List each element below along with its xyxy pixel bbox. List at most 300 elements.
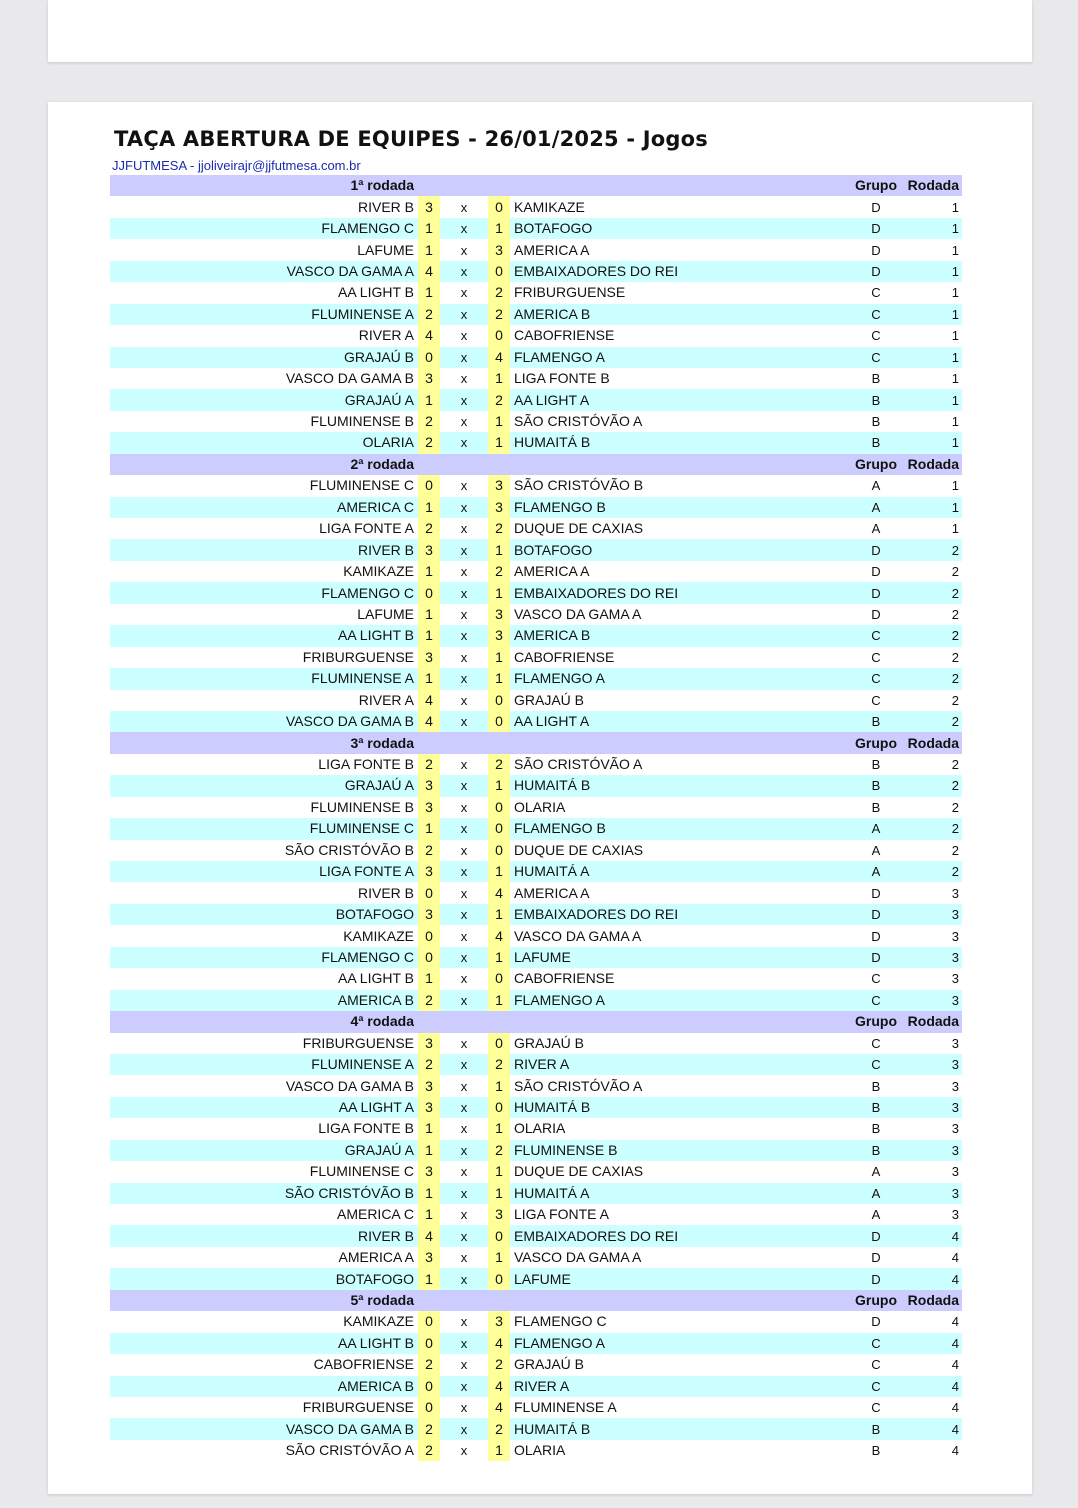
round-value: 1 [902,432,962,453]
round-value: 3 [902,990,962,1011]
away-score: 1 [488,668,510,689]
away-team: RIVER A [510,1376,850,1397]
versus-symbol: x [440,1054,488,1075]
home-score: 3 [418,368,440,389]
round-value: 1 [902,196,962,217]
away-team: DUQUE DE CAXIAS [510,840,850,861]
home-team: FRIBURGUENSE [110,647,418,668]
away-score: 3 [488,239,510,260]
table-row [110,239,962,260]
table-row [110,368,962,389]
round-value: 1 [902,282,962,303]
home-team: LAFUME [110,239,418,260]
home-score: 3 [418,647,440,668]
round-value: 3 [902,1075,962,1096]
round-value: 1 [902,347,962,368]
group-value: B [850,1097,902,1118]
table-row [110,325,962,346]
versus-symbol: x [440,1204,488,1225]
home-score: 3 [418,196,440,217]
versus-symbol: x [440,775,488,796]
away-team: DUQUE DE CAXIAS [510,1161,850,1182]
away-team: CABOFRIENSE [510,647,850,668]
away-score: 1 [488,432,510,453]
away-score: 1 [488,775,510,796]
away-score: 3 [488,475,510,496]
table-row [110,754,962,775]
home-score: 3 [418,797,440,818]
away-team: AMERICA A [510,882,850,903]
away-score: 3 [488,497,510,518]
header-blank [440,175,488,196]
away-team: SÃO CRISTÓVÃO A [510,754,850,775]
home-team: CABOFRIENSE [110,1354,418,1375]
home-team: AMERICA B [110,990,418,1011]
group-value: A [850,818,902,839]
round-value: 2 [902,561,962,582]
round-value: 4 [902,1333,962,1354]
away-team: AA LIGHT A [510,711,850,732]
home-score: 2 [418,304,440,325]
away-team: VASCO DA GAMA A [510,925,850,946]
versus-symbol: x [440,925,488,946]
group-value: B [850,1418,902,1439]
away-team: FLAMENGO C [510,1311,850,1332]
versus-symbol: x [440,411,488,432]
home-score: 2 [418,840,440,861]
away-team: AMERICA A [510,239,850,260]
away-score: 2 [488,1418,510,1439]
home-score: 0 [418,475,440,496]
home-score: 3 [418,1097,440,1118]
group-value: C [850,1354,902,1375]
away-team: FRIBURGUENSE [510,282,850,303]
home-team: AA LIGHT A [110,1097,418,1118]
home-score: 0 [418,925,440,946]
home-team: FLUMINENSE C [110,818,418,839]
group-value: A [850,1204,902,1225]
away-score: 0 [488,261,510,282]
header-blank [418,175,440,196]
away-team: EMBAIXADORES DO REI [510,904,850,925]
group-value: B [850,432,902,453]
away-score: 0 [488,711,510,732]
away-score: 1 [488,990,510,1011]
round-label: 1ª rodada [110,175,418,196]
group-column-header: Grupo [850,732,902,753]
away-score: 2 [488,1054,510,1075]
away-team: GRAJAÚ B [510,1033,850,1054]
group-value: D [850,218,902,239]
previous-page-card [48,0,1032,62]
away-score: 4 [488,925,510,946]
round-column-header: Rodada [902,732,962,753]
versus-symbol: x [440,1118,488,1139]
group-value: A [850,1183,902,1204]
home-score: 2 [418,1354,440,1375]
group-value: D [850,1311,902,1332]
table-row [110,797,962,818]
home-score: 3 [418,904,440,925]
group-value: A [850,475,902,496]
group-value: C [850,1376,902,1397]
round-column-header: Rodada [902,1011,962,1032]
versus-symbol: x [440,690,488,711]
away-score: 4 [488,1376,510,1397]
group-value: C [850,304,902,325]
table-row [110,1440,962,1461]
header-blank [440,1290,488,1311]
away-team: AMERICA B [510,304,850,325]
group-value: C [850,690,902,711]
home-team: AMERICA B [110,1376,418,1397]
table-row [110,1075,962,1096]
home-team: FLAMENGO C [110,947,418,968]
home-team: VASCO DA GAMA B [110,711,418,732]
away-score: 0 [488,840,510,861]
away-team: GRAJAÚ B [510,690,850,711]
home-team: SÃO CRISTÓVÃO B [110,1183,418,1204]
versus-symbol: x [440,1418,488,1439]
away-score: 3 [488,1204,510,1225]
table-row [110,389,962,410]
group-value: B [850,775,902,796]
home-score: 2 [418,990,440,1011]
round-value: 4 [902,1418,962,1439]
header-blank [418,1011,440,1032]
away-team: LIGA FONTE B [510,368,850,389]
round-value: 3 [902,1183,962,1204]
home-team: AA LIGHT B [110,1333,418,1354]
table-row [110,861,962,882]
round-header-row [110,1290,962,1311]
versus-symbol: x [440,840,488,861]
round-value: 3 [902,968,962,989]
away-score: 0 [488,1268,510,1289]
table-row [110,1118,962,1139]
group-value: A [850,497,902,518]
away-team: OLARIA [510,1440,850,1461]
round-value: 3 [902,1033,962,1054]
home-score: 1 [418,625,440,646]
home-score: 0 [418,882,440,903]
table-row [110,1161,962,1182]
home-team: RIVER A [110,690,418,711]
table-row [110,1333,962,1354]
home-team: FLAMENGO C [110,218,418,239]
away-score: 2 [488,282,510,303]
versus-symbol: x [440,647,488,668]
home-team: FLUMINENSE C [110,475,418,496]
home-team: RIVER B [110,539,418,560]
table-row [110,261,962,282]
round-value: 4 [902,1225,962,1246]
header-blank [418,732,440,753]
home-team: AMERICA A [110,1247,418,1268]
away-score: 2 [488,518,510,539]
group-value: C [850,1054,902,1075]
away-team: EMBAIXADORES DO REI [510,1225,850,1246]
home-team: KAMIKAZE [110,561,418,582]
group-value: D [850,1268,902,1289]
versus-symbol: x [440,882,488,903]
group-value: D [850,925,902,946]
round-value: 3 [902,1204,962,1225]
versus-symbol: x [440,818,488,839]
away-score: 1 [488,947,510,968]
home-team: LIGA FONTE B [110,1118,418,1139]
table-row [110,282,962,303]
away-team: LAFUME [510,1268,850,1289]
away-score: 1 [488,1161,510,1182]
away-score: 0 [488,325,510,346]
round-label: 3ª rodada [110,732,418,753]
group-value: B [850,389,902,410]
away-score: 2 [488,1354,510,1375]
home-team: VASCO DA GAMA B [110,1418,418,1439]
home-team: AMERICA C [110,497,418,518]
table-row [110,1204,962,1225]
versus-symbol: x [440,518,488,539]
away-team: FLAMENGO B [510,497,850,518]
group-value: D [850,539,902,560]
away-score: 0 [488,1033,510,1054]
header-blank [488,1011,510,1032]
home-team: RIVER A [110,325,418,346]
away-team: VASCO DA GAMA A [510,1247,850,1268]
away-score: 0 [488,196,510,217]
home-team: KAMIKAZE [110,925,418,946]
home-score: 0 [418,1397,440,1418]
group-value: C [850,347,902,368]
table-row [110,904,962,925]
table-row [110,668,962,689]
table-row [110,1183,962,1204]
away-team: EMBAIXADORES DO REI [510,582,850,603]
home-team: VASCO DA GAMA B [110,368,418,389]
home-team: SÃO CRISTÓVÃO B [110,840,418,861]
round-header-row [110,175,962,196]
away-team: HUMAITÁ B [510,1418,850,1439]
away-score: 1 [488,904,510,925]
away-team: DUQUE DE CAXIAS [510,518,850,539]
page-title: TAÇA ABERTURA DE EQUIPES - 26/01/2025 - Jogos [114,127,708,151]
group-value: C [850,1397,902,1418]
round-value: 4 [902,1311,962,1332]
home-score: 1 [418,1183,440,1204]
versus-symbol: x [440,261,488,282]
table-row [110,1097,962,1118]
away-score: 0 [488,690,510,711]
home-score: 1 [418,668,440,689]
home-score: 1 [418,561,440,582]
versus-symbol: x [440,282,488,303]
round-value: 2 [902,711,962,732]
away-score: 2 [488,561,510,582]
table-row [110,947,962,968]
away-team: FLAMENGO A [510,1333,850,1354]
group-value: D [850,261,902,282]
games-table-body [110,175,962,1461]
home-score: 1 [418,1268,440,1289]
away-team: HUMAITÁ B [510,1097,850,1118]
table-row [110,1397,962,1418]
round-value: 1 [902,475,962,496]
group-value: A [850,861,902,882]
group-column-header: Grupo [850,454,902,475]
group-value: B [850,711,902,732]
versus-symbol: x [440,1333,488,1354]
home-score: 1 [418,282,440,303]
table-row [110,1376,962,1397]
round-value: 1 [902,518,962,539]
versus-symbol: x [440,604,488,625]
table-row [110,1033,962,1054]
versus-symbol: x [440,539,488,560]
round-value: 1 [902,411,962,432]
away-score: 1 [488,218,510,239]
home-score: 2 [418,432,440,453]
home-score: 0 [418,947,440,968]
round-value: 2 [902,582,962,603]
home-team: AA LIGHT B [110,968,418,989]
home-score: 4 [418,1225,440,1246]
away-score: 2 [488,304,510,325]
home-team: KAMIKAZE [110,1311,418,1332]
versus-symbol: x [440,668,488,689]
away-score: 2 [488,389,510,410]
table-row [110,968,962,989]
away-team: EMBAIXADORES DO REI [510,261,850,282]
group-value: D [850,1247,902,1268]
round-value: 3 [902,882,962,903]
table-row [110,647,962,668]
home-score: 2 [418,1054,440,1075]
versus-symbol: x [440,196,488,217]
home-score: 1 [418,968,440,989]
home-score: 1 [418,818,440,839]
away-score: 1 [488,582,510,603]
table-row [110,497,962,518]
away-team: HUMAITÁ B [510,432,850,453]
home-team: LIGA FONTE A [110,518,418,539]
round-value: 3 [902,1118,962,1139]
round-value: 1 [902,261,962,282]
versus-symbol: x [440,432,488,453]
away-team: OLARIA [510,797,850,818]
versus-symbol: x [440,582,488,603]
round-column-header: Rodada [902,454,962,475]
versus-symbol: x [440,497,488,518]
versus-symbol: x [440,625,488,646]
group-value: A [850,840,902,861]
home-score: 2 [418,411,440,432]
round-value: 3 [902,1097,962,1118]
table-row [110,840,962,861]
header-blank [510,1011,850,1032]
group-value: B [850,1075,902,1096]
away-team: LAFUME [510,947,850,968]
versus-symbol: x [440,754,488,775]
group-value: C [850,1033,902,1054]
home-team: RIVER B [110,1225,418,1246]
versus-symbol: x [440,1311,488,1332]
away-score: 1 [488,411,510,432]
home-team: RIVER B [110,196,418,217]
versus-symbol: x [440,1268,488,1289]
versus-symbol: x [440,325,488,346]
table-row [110,690,962,711]
away-team: FLUMINENSE A [510,1397,850,1418]
table-row [110,818,962,839]
round-value: 1 [902,218,962,239]
versus-symbol: x [440,304,488,325]
home-team: LIGA FONTE B [110,754,418,775]
away-score: 1 [488,1440,510,1461]
away-score: 0 [488,1097,510,1118]
versus-symbol: x [440,711,488,732]
away-team: HUMAITÁ A [510,861,850,882]
group-value: A [850,1161,902,1182]
table-row [110,1354,962,1375]
home-team: LAFUME [110,604,418,625]
table-row [110,582,962,603]
round-value: 1 [902,389,962,410]
home-score: 1 [418,604,440,625]
round-value: 1 [902,239,962,260]
table-row [110,561,962,582]
header-blank [440,454,488,475]
group-value: B [850,368,902,389]
away-team: VASCO DA GAMA A [510,604,850,625]
group-value: B [850,1118,902,1139]
table-row [110,775,962,796]
round-value: 2 [902,668,962,689]
away-team: SÃO CRISTÓVÃO A [510,411,850,432]
header-blank [488,175,510,196]
home-score: 1 [418,1118,440,1139]
versus-symbol: x [440,1161,488,1182]
group-value: D [850,1225,902,1246]
round-label: 2ª rodada [110,454,418,475]
round-column-header: Rodada [902,1290,962,1311]
table-row [110,604,962,625]
versus-symbol: x [440,1183,488,1204]
away-team: LIGA FONTE A [510,1204,850,1225]
round-value: 1 [902,304,962,325]
home-team: FRIBURGUENSE [110,1397,418,1418]
home-score: 2 [418,1440,440,1461]
group-value: D [850,947,902,968]
table-row [110,625,962,646]
home-score: 1 [418,1204,440,1225]
round-value: 2 [902,797,962,818]
away-score: 1 [488,1183,510,1204]
table-row [110,1140,962,1161]
header-blank [440,732,488,753]
home-team: GRAJAÚ B [110,347,418,368]
home-team: AMERICA C [110,1204,418,1225]
home-team: AA LIGHT B [110,625,418,646]
group-value: D [850,561,902,582]
away-score: 1 [488,1118,510,1139]
home-score: 4 [418,711,440,732]
versus-symbol: x [440,1397,488,1418]
group-value: B [850,1440,902,1461]
versus-symbol: x [440,904,488,925]
away-team: SÃO CRISTÓVÃO A [510,1075,850,1096]
header-blank [510,732,850,753]
